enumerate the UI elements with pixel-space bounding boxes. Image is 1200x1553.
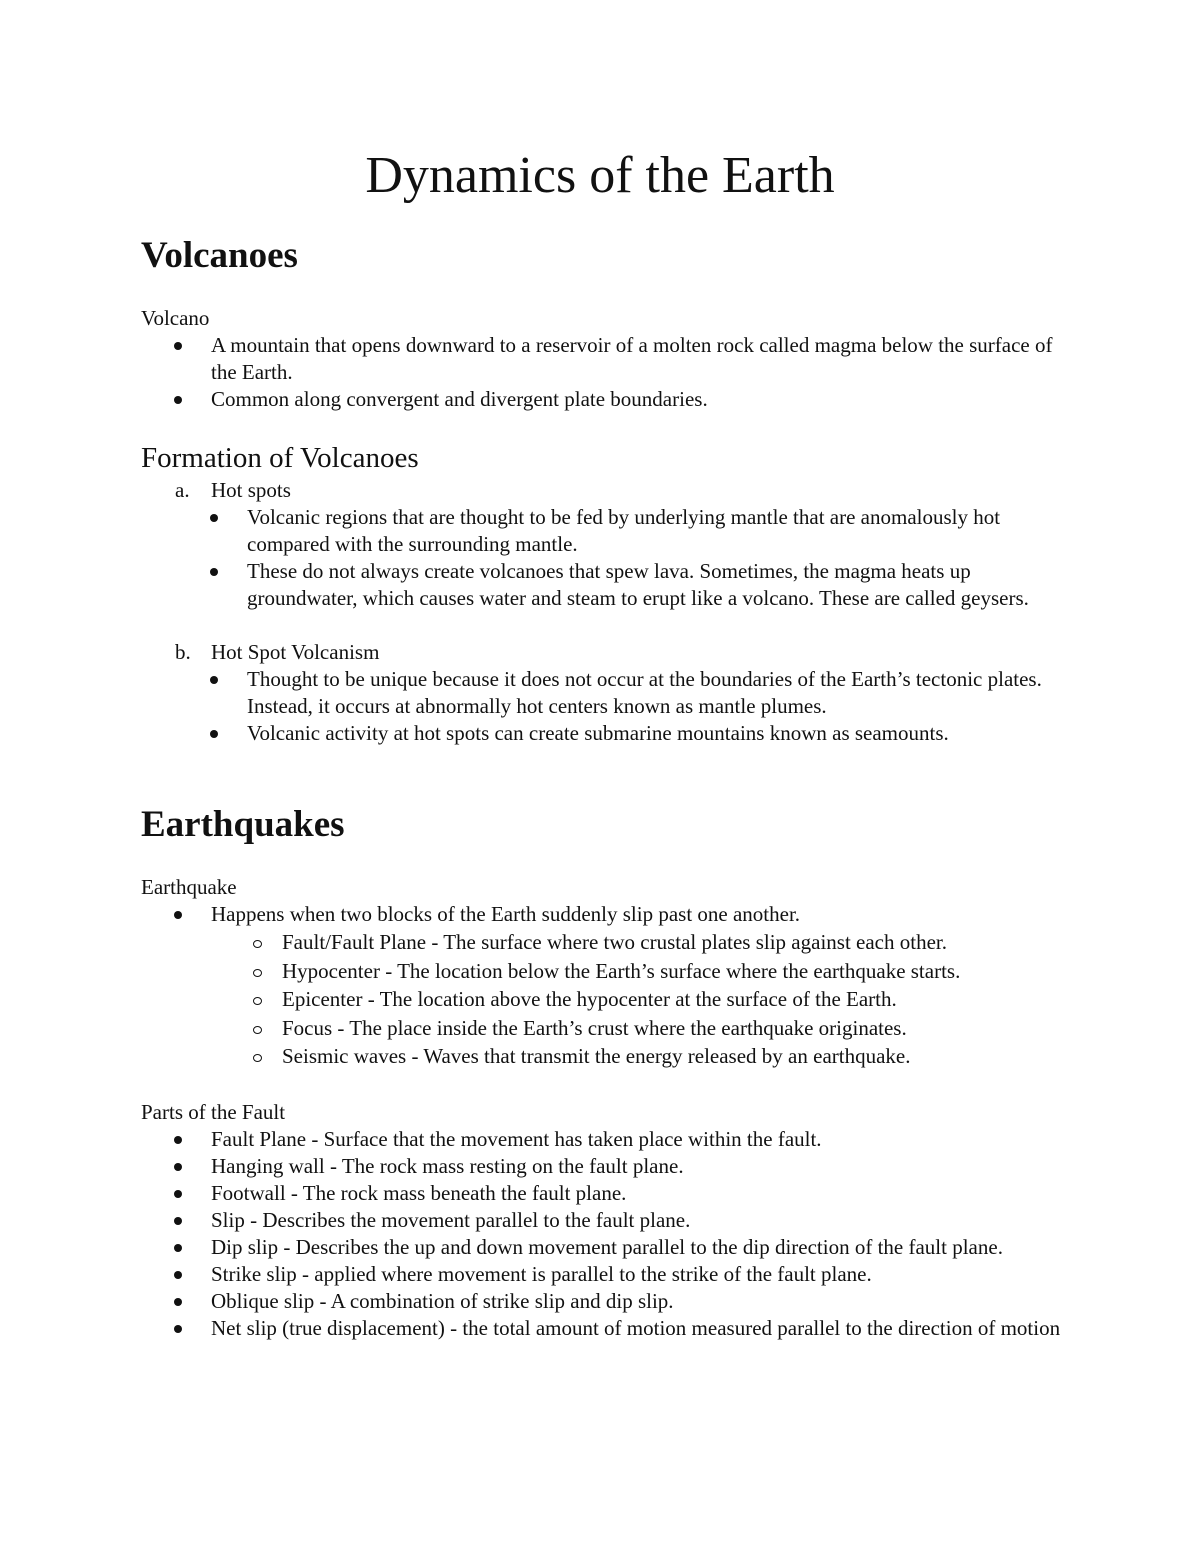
list-item: Focus - The place inside the Earth’s crust where the earthquake originates. [282, 1014, 1081, 1043]
earthquakes-heading: Earthquakes [141, 804, 345, 845]
list-item: Common along convergent and divergent plate boundaries. [211, 386, 1081, 413]
fault-label: Parts of the Fault [141, 1100, 286, 1124]
list-item: Fault/Fault Plane - The surface where two crustal plates slip against each other. [282, 928, 1081, 957]
list-item: Dip slip - Describes the up and down movement parallel to the dip direction of the fault plane. [211, 1234, 1081, 1261]
formation-item-label: Hot Spot Volcanism [211, 640, 380, 664]
earthquake-label: Earthquake [141, 875, 237, 899]
list-item: Volcanic activity at hot spots can create submarine mountains known as seamounts. [247, 720, 1081, 747]
fault-bullet-list [211, 1126, 1081, 1342]
page-title: Dynamics of the Earth [365, 147, 835, 204]
list-item: Volcanic regions that are thought to be fed by underlying mantle that are anomalously hot compared with the surrounding mantle. [247, 504, 1081, 558]
list-item: Happens when two blocks of the Earth suddenly slip past one another. Fault/Fault Plane - The surface where two crustal plates slip against each other. Hypocenter - The location below the Earth’s surface where the earthquake starts. Epicenter - The location above the hypocenter at the surface of the Earth. Focus - The place inside the Earth’s crust where the earthquake originates. Seismic waves - Waves that transmit the energy released by an earthquake. [211, 901, 1081, 1071]
list-item: Epicenter - The location above the hypocenter at the surface of the Earth. [282, 985, 1081, 1014]
volcano-bullet-list [211, 332, 1081, 413]
list-item: Strike slip - applied where movement is parallel to the strike of the fault plane. [211, 1261, 1081, 1288]
earthquake-bullet-list [211, 901, 1081, 1071]
list-item: Thought to be unique because it does not occur at the boundaries of the Earth’s tectonic plates. Instead, it occurs at abnormally hot centers known as mantle plumes. [247, 666, 1081, 720]
list-marker: b. [175, 640, 191, 664]
list-item: Seismic waves - Waves that transmit the energy released by an earthquake. [282, 1042, 1081, 1071]
list-item: Slip - Describes the movement parallel to the fault plane. [211, 1207, 1081, 1234]
list-item: These do not always create volcanoes that spew lava. Sometimes, the magma heats up groundwater, which causes water and steam to erupt like a volcano. These are called geysers. [247, 558, 1081, 612]
formation-heading: Formation of Volcanoes [141, 442, 419, 474]
list-item: A mountain that opens downward to a reservoir of a molten rock called magma below the surface of the Earth. [211, 332, 1081, 386]
list-item: Oblique slip - A combination of strike slip and dip slip. [211, 1288, 1081, 1315]
formation-list [175, 477, 1081, 747]
volcano-label: Volcano [141, 306, 210, 330]
list-item: Hypocenter - The location below the Earth’s surface where the earthquake starts. [282, 957, 1081, 986]
formation-item-hot-spot-volcanism [175, 639, 1081, 747]
list-item: Footwall - The rock mass beneath the fault plane. [211, 1180, 1081, 1207]
earthquake-sub-list [282, 928, 1081, 1071]
list-item: Hanging wall - The rock mass resting on the fault plane. [211, 1153, 1081, 1180]
hot-spots-bullets [247, 504, 1081, 612]
hot-spot-volcanism-bullets [247, 666, 1081, 747]
list-marker: a. [175, 478, 190, 502]
volcanoes-heading: Volcanoes [141, 235, 298, 276]
list-item: Net slip (true displacement) - the total amount of motion measured parallel to the direction of motion [211, 1315, 1081, 1342]
formation-item-label: Hot spots [211, 478, 291, 502]
list-item: Fault Plane - Surface that the movement has taken place within the fault. [211, 1126, 1081, 1153]
formation-item-hot-spots [175, 477, 1081, 612]
